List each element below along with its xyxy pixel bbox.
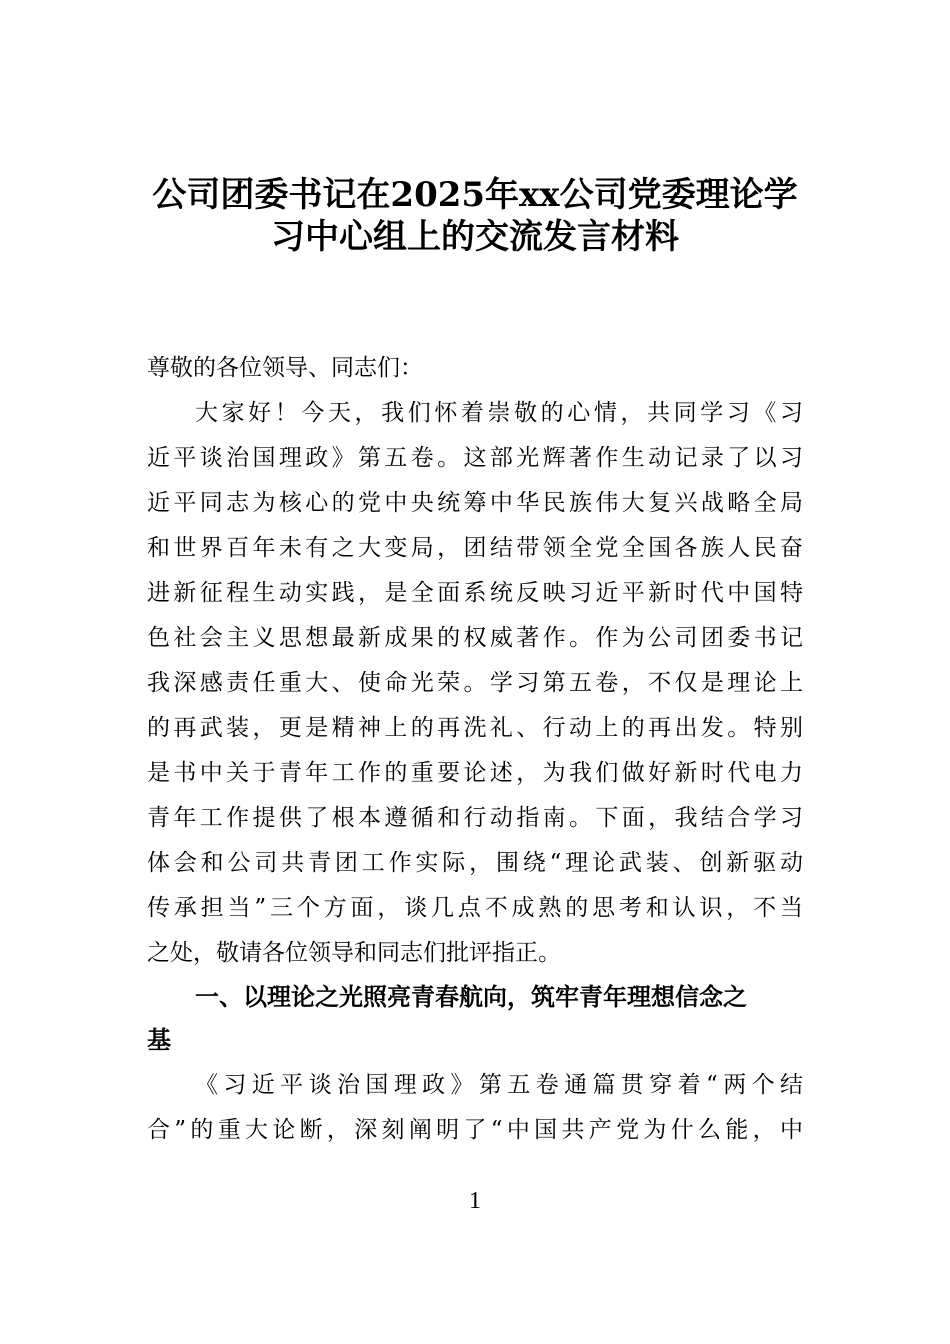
title-line-1: 公司团委书记在2025年xx公司党委理论学 (152, 175, 798, 215)
section-heading-1-line-1: 一、以理论之光照亮青春航向，筑牢青年理想信念之 (195, 983, 747, 1011)
text-line: 是书中关于青年工作的重要论述，为我们做好新时代电力 (147, 760, 803, 786)
title-line-2: 习中心组上的交流发言材料 (271, 217, 679, 257)
page-number: 1 (469, 1188, 481, 1214)
text-line: 青年工作提供了根本遵循和行动指南。下面，我结合学习 (147, 805, 803, 831)
text-line: 《习近平谈治国理政》第五卷通篇贯穿着“两个结 (195, 1072, 803, 1098)
text-line: 的再武装，更是精神上的再洗礼、行动上的再出发。特别 (147, 715, 803, 741)
text-line: 色社会主义思想最新成果的权威著作。作为公司团委书记 (147, 625, 803, 651)
text-line: 大家好！今天，我们怀着崇敬的心情，共同学习《习 (195, 400, 803, 426)
text-line: 和世界百年未有之大变局，团结带领全党全国各族人民奋 (147, 535, 803, 561)
salutation: 尊敬的各位领导、同志们： (147, 355, 423, 381)
text-line: 体会和公司共青团工作实际，围绕“理论武装、创新驱动 (147, 850, 803, 876)
section-heading-1-line-2: 基 (147, 1026, 171, 1054)
text-line: 之处，敬请各位领导和同志们批评指正。 (147, 940, 561, 966)
text-line: 近平同志为核心的党中央统筹中华民族伟大复兴战略全局 (147, 490, 803, 516)
text-line: 传承担当”三个方面，谈几点不成熟的思考和认识，不当 (147, 895, 803, 921)
text-line: 进新征程生动实践，是全面系统反映习近平新时代中国特 (147, 580, 803, 606)
text-line: 我深感责任重大、使命光荣。学习第五卷，不仅是理论上 (147, 670, 803, 696)
text-line: 近平谈治国理政》第五卷。这部光辉著作生动记录了以习 (147, 445, 803, 471)
text-line: 合”的重大论断，深刻阐明了“中国共产党为什么能，中 (147, 1117, 803, 1143)
